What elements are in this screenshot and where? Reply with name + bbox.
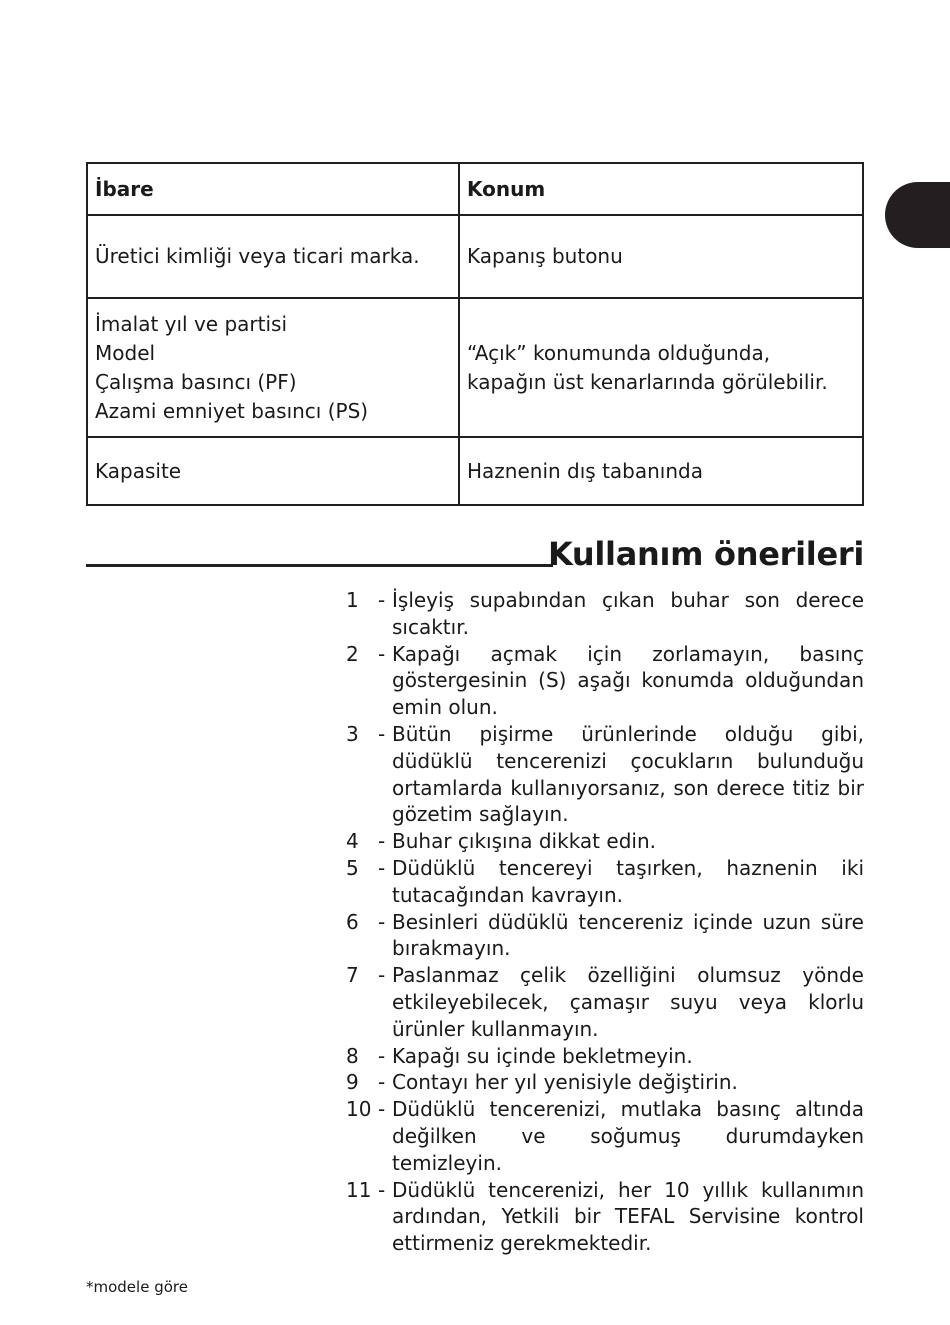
cell-line: Üretici kimliği veya ticari marka. — [95, 244, 420, 268]
table-cell-konum: Haznenin dış tabanında — [459, 437, 863, 505]
table-row — [87, 298, 863, 437]
cell-line: İmalat yıl ve partisi — [95, 311, 288, 336]
item-number: 4 — [346, 829, 359, 854]
table-cell-ibare — [87, 437, 459, 505]
item-number: 1 — [346, 588, 359, 612]
cell-line: Azami emniyet basıncı (PS) — [95, 398, 369, 423]
item-text: Kapağı su içinde bekletmeyin. — [392, 1043, 693, 1068]
header-konum: Konum — [459, 163, 863, 215]
item-dash: - — [378, 829, 386, 854]
table-cell-ibare — [87, 215, 459, 298]
item-text: Düdüklü tencerenizi, mutlaka basınç altında değilken ve soğumuş durumdayken temizleyin. — [392, 1097, 864, 1175]
list-item — [340, 721, 864, 828]
header-ibare: İbare — [87, 163, 459, 215]
item-text: Kapağı açmak için zorlamayın, basınç göstergesinin (S) aşağı konumda olduğundan emin olun. — [392, 641, 864, 720]
item-number: 2 — [346, 641, 359, 666]
item-text: İşleyiş supabından çıkan buhar son derece sıcaktır. — [392, 588, 864, 639]
section-title: Kullanım önerileri — [547, 535, 864, 573]
table-header-row — [87, 163, 863, 215]
list-item — [340, 641, 864, 721]
item-dash: - — [378, 855, 386, 880]
list-item — [340, 1096, 864, 1176]
item-text: Contayı her yıl yenisiyle değiştirin. — [392, 1070, 738, 1095]
item-dash: - — [378, 1070, 386, 1095]
item-text: Düdüklü tencereyi taşırken, haznenin iki tutacağından kavrayın. — [392, 855, 864, 907]
item-number: 5 — [346, 855, 359, 880]
item-number: 10 — [346, 1097, 372, 1122]
item-number: 6 — [346, 909, 359, 934]
item-dash: - — [378, 1097, 386, 1122]
table-cell-ibare — [87, 298, 459, 437]
cell-line: Kapasite — [95, 458, 182, 483]
footnote: *modele göre — [86, 1278, 188, 1296]
item-text: Bütün pişirme ürünlerinde olduğu gibi, düdüklü tencerenizi çocukların bulunduğu ortamlarda kullanıyorsanız, son derece titiz bir gözetim sağlayın. — [392, 721, 864, 827]
usage-tips-list — [340, 587, 864, 1257]
item-dash: - — [378, 963, 386, 988]
item-text: Paslanmaz çelik özelliğini olumsuz yönde etkileyebilecek, çamaşır suyu veya klorlu ürünler kullanmayın. — [392, 963, 864, 1041]
list-item — [340, 1043, 864, 1070]
list-item — [340, 1069, 864, 1096]
item-dash: - — [378, 909, 386, 934]
item-number: 8 — [346, 1043, 359, 1068]
list-item — [340, 828, 864, 855]
item-text: Buhar çıkışına dikkat edin. — [392, 829, 656, 854]
list-item — [340, 587, 864, 641]
item-number: 11 — [346, 1177, 372, 1202]
marking-table — [86, 162, 864, 506]
item-number: 3 — [346, 721, 359, 746]
item-number: 7 — [346, 963, 359, 988]
cell-line: Model — [95, 340, 156, 365]
item-text: Besinleri düdüklü tencereniz içinde uzun süre bırakmayın. — [392, 909, 864, 961]
item-text: Düdüklü tencerenizi, her 10 yıllık kullanımın ardından, Yetkili bir TEFAL Servisine kontrol ettirmeniz gerekmektedir. — [392, 1177, 864, 1256]
list-item — [340, 855, 864, 909]
item-dash: - — [378, 721, 386, 746]
item-dash: - — [378, 1043, 386, 1068]
table-cell-konum: Kapanış butonu — [459, 215, 863, 298]
item-dash: - — [378, 1177, 386, 1202]
table-row — [87, 215, 863, 298]
language-tab-marker — [885, 182, 950, 248]
list-item — [340, 1177, 864, 1257]
item-dash: - — [378, 588, 386, 612]
table-cell-konum: “Açık” konumunda olduğunda, kapağın üst kenarlarında görülebilir. — [459, 298, 863, 437]
cell-line: Çalışma basıncı (PF) — [95, 369, 297, 394]
section-rule — [86, 564, 553, 567]
list-item — [340, 962, 864, 1042]
item-dash: - — [378, 641, 386, 666]
list-item — [340, 909, 864, 963]
table-row — [87, 437, 863, 505]
item-number: 9 — [346, 1070, 359, 1095]
